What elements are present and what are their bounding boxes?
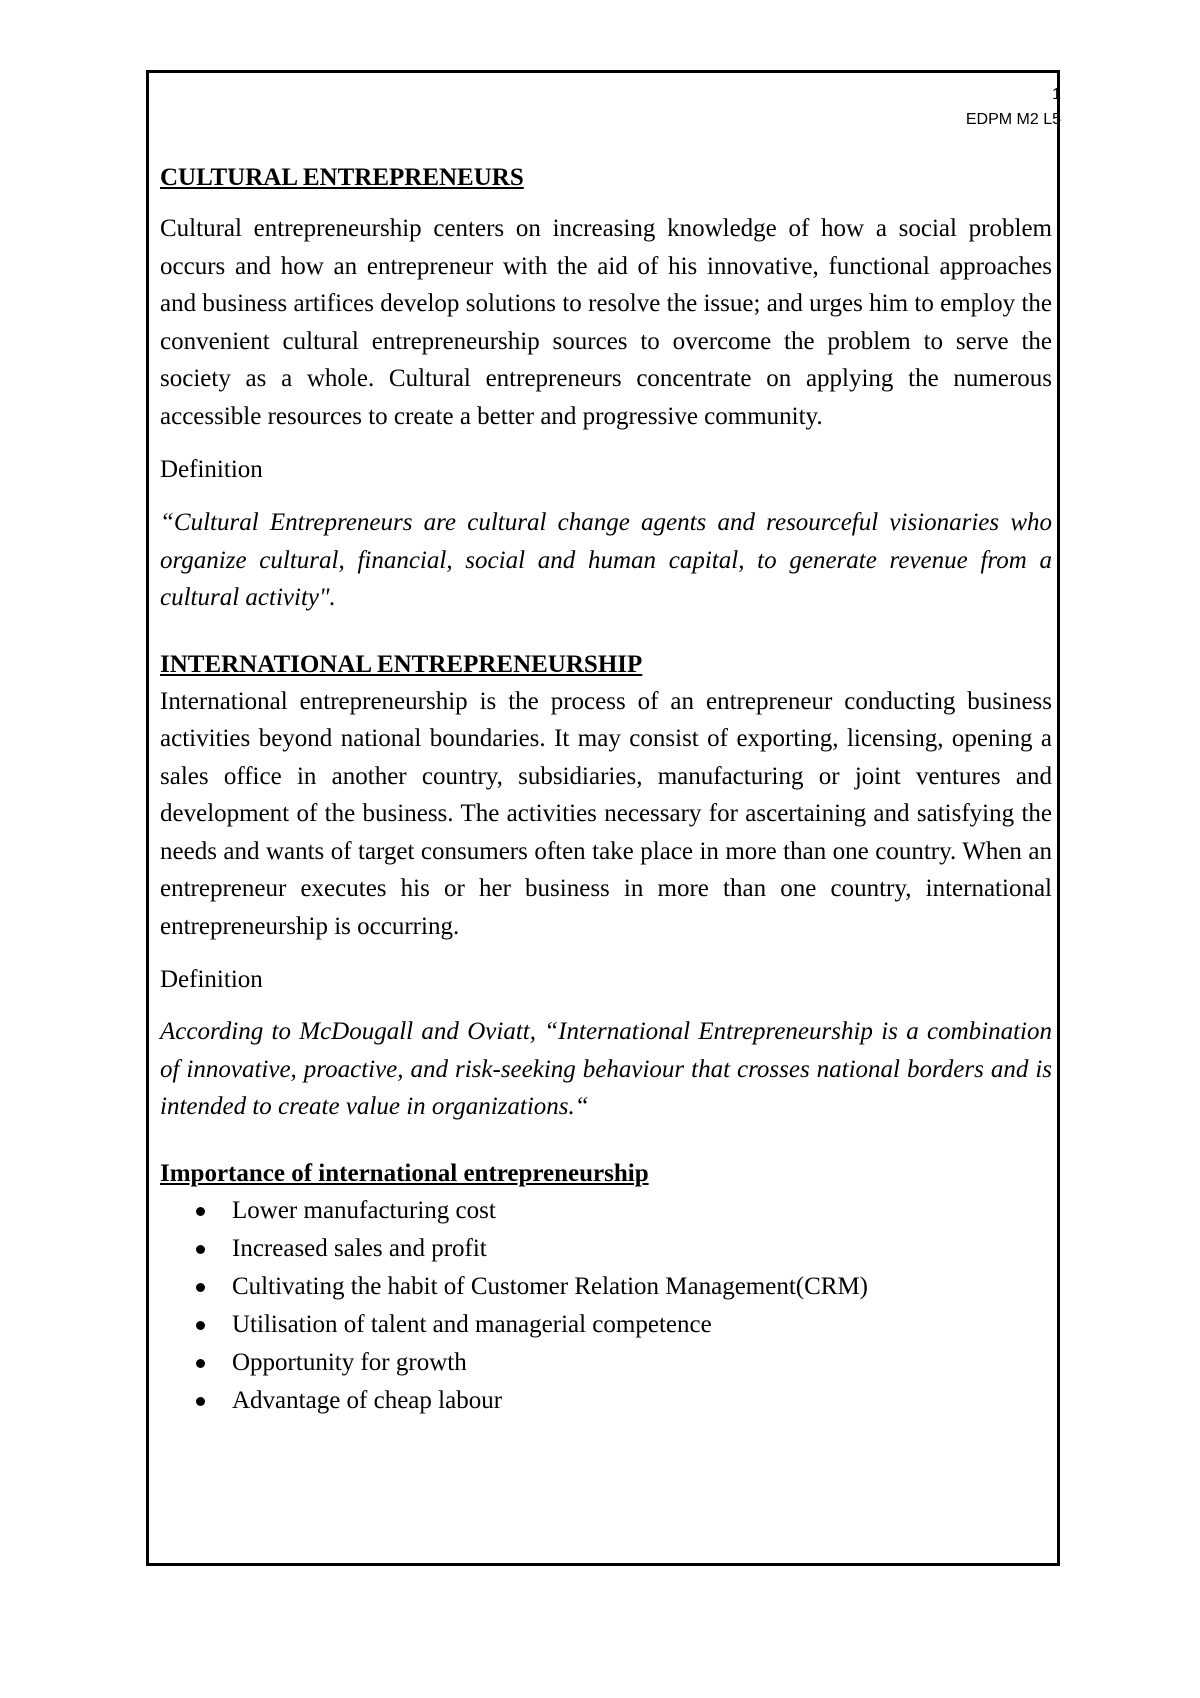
list-item (192, 1268, 1052, 1306)
importance-section (160, 1156, 1052, 1420)
list-item-text: Advantage of cheap labour (232, 1386, 503, 1414)
list-item (192, 1230, 1052, 1268)
international-definition-label: Definition (160, 966, 263, 993)
list-item (192, 1382, 1052, 1420)
page-header (966, 82, 1061, 132)
bullet-icon (196, 1283, 205, 1292)
cultural-body: Cultural entrepreneurship centers on increasing knowledge of how a social problem occurs and how an entrepreneur with the aid of his innovative, functional approaches and business artifices develop solutions to resolve the issue; and urges him to employ the convenient cultural entrepreneurship sources to overcome the problem to serve the society as a whole. Cultural entrepreneurs concentrate on applying the numerous accessible resources to create a better and progressive community. (160, 215, 1052, 430)
bullet-icon (196, 1245, 205, 1254)
page-number: 1 (1052, 86, 1061, 103)
list-item (192, 1344, 1052, 1382)
list-item-text: Opportunity for growth (232, 1348, 467, 1376)
cultural-section (160, 160, 1052, 617)
importance-heading: Importance of international entrepreneurship (160, 1159, 649, 1187)
list-item (192, 1306, 1052, 1344)
bullet-icon (196, 1321, 205, 1330)
cultural-definition-label: Definition (160, 456, 263, 483)
cultural-definition-quote: “Cultural Entrepreneurs are cultural change agents and resourceful visionaries who organize cultural, financial, social and human capital, to generate revenue from a cultural activity". (160, 509, 1052, 611)
international-definition-quote: According to McDougall and Oviatt, “International Entrepreneurship is a combination of innovative, proactive, and risk-seeking behaviour that crosses national borders and is intended to create value in organizations.“ (160, 1018, 1052, 1120)
course-code: EDPM M2 L5 (965, 111, 1061, 128)
bullet-icon (196, 1397, 205, 1406)
list-item (192, 1192, 1052, 1230)
list-item-text: Cultivating the habit of Customer Relation Management(CRM) (232, 1272, 869, 1300)
document-content (160, 160, 1052, 1420)
list-item-text: Utilisation of talent and managerial competence (232, 1310, 712, 1338)
bullet-icon (196, 1207, 205, 1216)
cultural-heading: CULTURAL ENTREPRENEURS (160, 164, 524, 191)
list-item-text: Lower manufacturing cost (232, 1196, 496, 1224)
international-section (160, 647, 1052, 1126)
list-item-text: Increased sales and profit (232, 1234, 487, 1262)
international-heading: INTERNATIONAL ENTREPRENEURSHIP (160, 650, 643, 678)
bullet-icon (196, 1359, 205, 1368)
international-body: International entrepreneurship is the process of an entrepreneur conducting business activities beyond national boundaries. It may consist of exporting, licensing, opening a sales office in another country, subsidiaries, manufacturing or joint ventures and development of the business. The activities necessary for ascertaining and satisfying the needs and wants of target consumers often take place in more than one country. When an entrepreneur executes his or her business in more than one country, international entrepreneurship is occurring. (160, 687, 1052, 940)
importance-list (160, 1192, 1052, 1420)
